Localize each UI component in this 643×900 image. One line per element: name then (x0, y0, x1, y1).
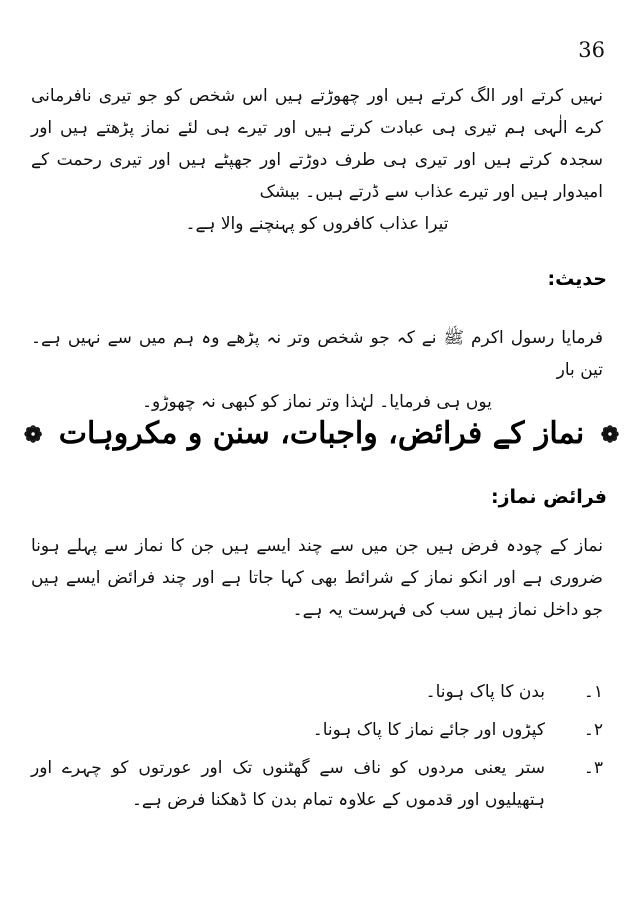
faraid-line: ہے اور انکو نماز کے شرائط بھی کہا جاتا ہے اور چند فرائض ایسے ہیں جو داخل نماز ہیں سب کی (31, 568, 603, 620)
faraid-paragraph (31, 530, 603, 626)
list-item (31, 752, 603, 816)
hadith-line: یوں ہی فرمایا۔ لہٰذا وتر نماز کو کبھی نہ چھوڑو۔ (142, 392, 492, 412)
list-item-number: ١۔ (583, 682, 603, 702)
hadith-heading: حدیث: (547, 268, 607, 290)
list-item-text: کپڑوں اور جائے نماز کا پاک ہونا۔ (312, 720, 545, 740)
section-title (0, 406, 643, 463)
faraid-list (31, 676, 603, 822)
faraid-line: نماز کے چودہ فرض ہیں جن میں سے چند ایسے ہیں جن کا نماز سے پہلے ہونا ضروری (31, 536, 603, 588)
section-title-text: نماز کے فرائض، واجبات، سنن و مکروہات (58, 416, 585, 451)
intro-line: تیرا عذاب کافروں کو پہنچنے والا ہے۔ (185, 214, 449, 234)
intro-line: ہی عبادت کرتے ہیں اور تیرے ہی لئے نماز پڑھتے ہیں اور سجدہ کرتے ہیں اور تیری ہی طرف (31, 118, 604, 170)
intro-paragraph (31, 80, 603, 240)
faraid-line: فہرست یہ ہے۔ (292, 600, 407, 620)
list-item (31, 676, 603, 708)
list-item-text: بدن کا پاک ہونا۔ (425, 682, 545, 702)
intro-line: نہیں کرتے اور الگ کرتے ہیں اور چھوڑتے ہیں اس شخص کو جو تیری نافرمانی کرے الٰہی ہم تیری (31, 86, 603, 138)
intro-line: دوڑتے اور جھپٹے ہیں اور تیری رحمت کے امیدوار ہیں اور تیرے عذاب سے ڈرتے ہیں۔ بیشک (31, 150, 603, 202)
list-item (31, 714, 603, 746)
list-item-text: ستر یعنی مردوں کو ناف سے گھٹنوں تک اور عورتوں کو چہرے اور ہتھیلیوں اور قدموں کے علاوہ تمام بدن کا ڈھکنا فرض ہے۔ (31, 758, 545, 810)
flower-ornament-icon: ❁ (600, 422, 620, 448)
page-number: 36 (578, 38, 605, 62)
flower-ornament-icon: ❁ (23, 422, 43, 448)
hadith-line: فرمایا رسول اکرم ﷺ نے کہ جو شخص وتر نہ پڑھے وہ ہم میں سے نہیں ہے۔ تین بار (31, 328, 603, 380)
hadith-paragraph (31, 322, 603, 418)
faraid-heading: فرائض نماز: (491, 486, 607, 508)
list-item-number: ٣۔ (583, 758, 603, 778)
list-item-number: ٢۔ (583, 720, 603, 740)
